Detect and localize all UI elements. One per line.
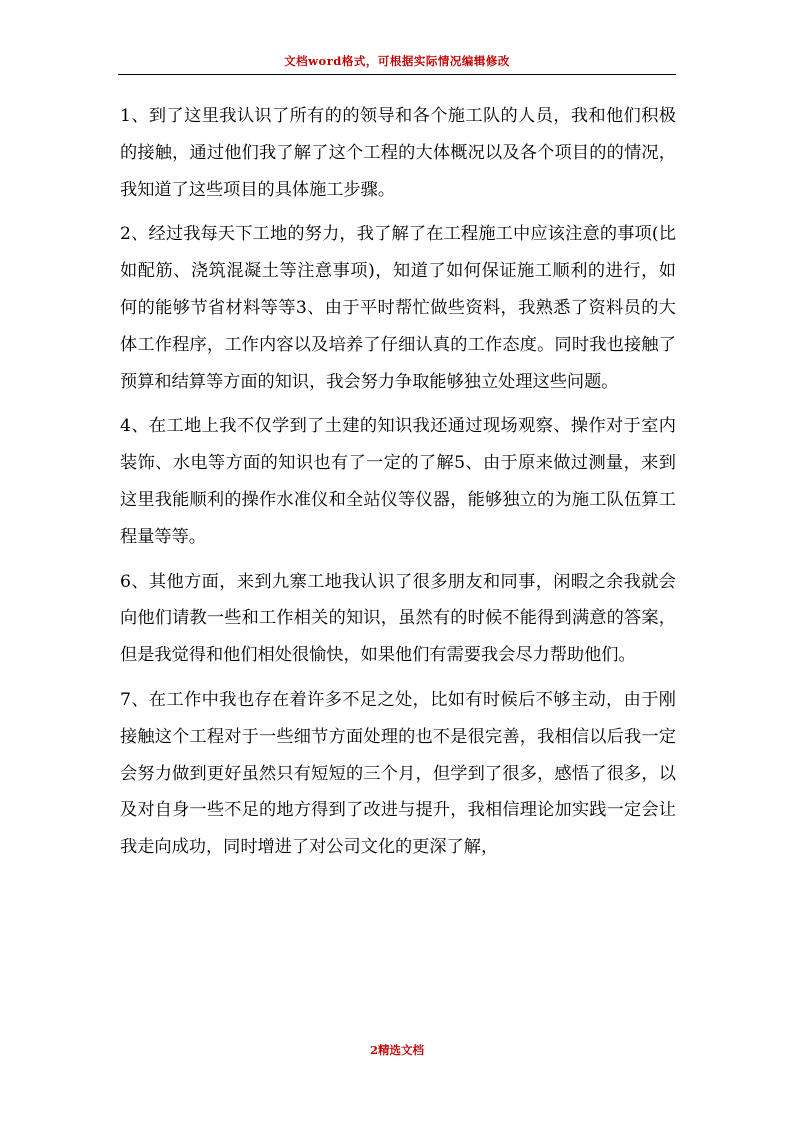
header-divider (118, 74, 676, 75)
paragraph-2: 2、经过我每天下工地的努力，我了解了在工程施工中应该注意的事项(比如配筋、浇筑混凝土等注意事项)，知道了如何保证施工顺利的进行，如何的能够节省材料等等3、由于平时帮忙做些资料，我熟悉了资料员的大体工作程序，工作内容以及培养了仔细认真的工作态度。同时我也接触了预算和结算等方面的知识，我会努力争取能够独立处理这些问题。 (120, 224, 676, 392)
document-body (120, 98, 676, 874)
paragraph-1: 1、到了这里我认识了所有的的领导和各个施工队的人员，我和他们积极的接触，通过他们我了解了这个工程的大体概况以及各个项目的的情况，我知道了这些项目的具体施工步骤。 (120, 106, 676, 200)
page-footer: 2精选文档 (369, 1043, 424, 1057)
page-header: 文档word格式，可根据实际情况编辑修改 (284, 54, 510, 68)
paragraph-5: 7、在工作中我也存在着许多不足之处，比如有时候后不够主动，由于刚接触这个工程对于一些细节方面处理的也不是很完善，我相信以后我一定会努力做到更好虽然只有短短的三个月，但学到了很多，感悟了很多，以及对自身一些不足的地方得到了改进与提升，我相信理论加实践一定会让我走向成功，同时增进了对公司文化的更深了解， (120, 689, 676, 858)
paragraph-3: 4、在工地上我不仅学到了土建的知识我还通过现场观察、操作对于室内装饰、水电等方面的知识也有了一定的了解5、由于原来做过测量，来到这里我能顺利的操作水准仪和全站仪等仪器，能够独立的为施工队伍算工程量等等。 (120, 416, 676, 547)
paragraph-4: 6、其他方面，来到九寨工地我认识了很多朋友和同事，闲暇之余我就会向他们请教一些和工作相关的知识，虽然有的时候不能得到满意的答案，但是我觉得和他们相处很愉快，如果他们有需要我会尽力帮助他们。 (120, 571, 676, 666)
